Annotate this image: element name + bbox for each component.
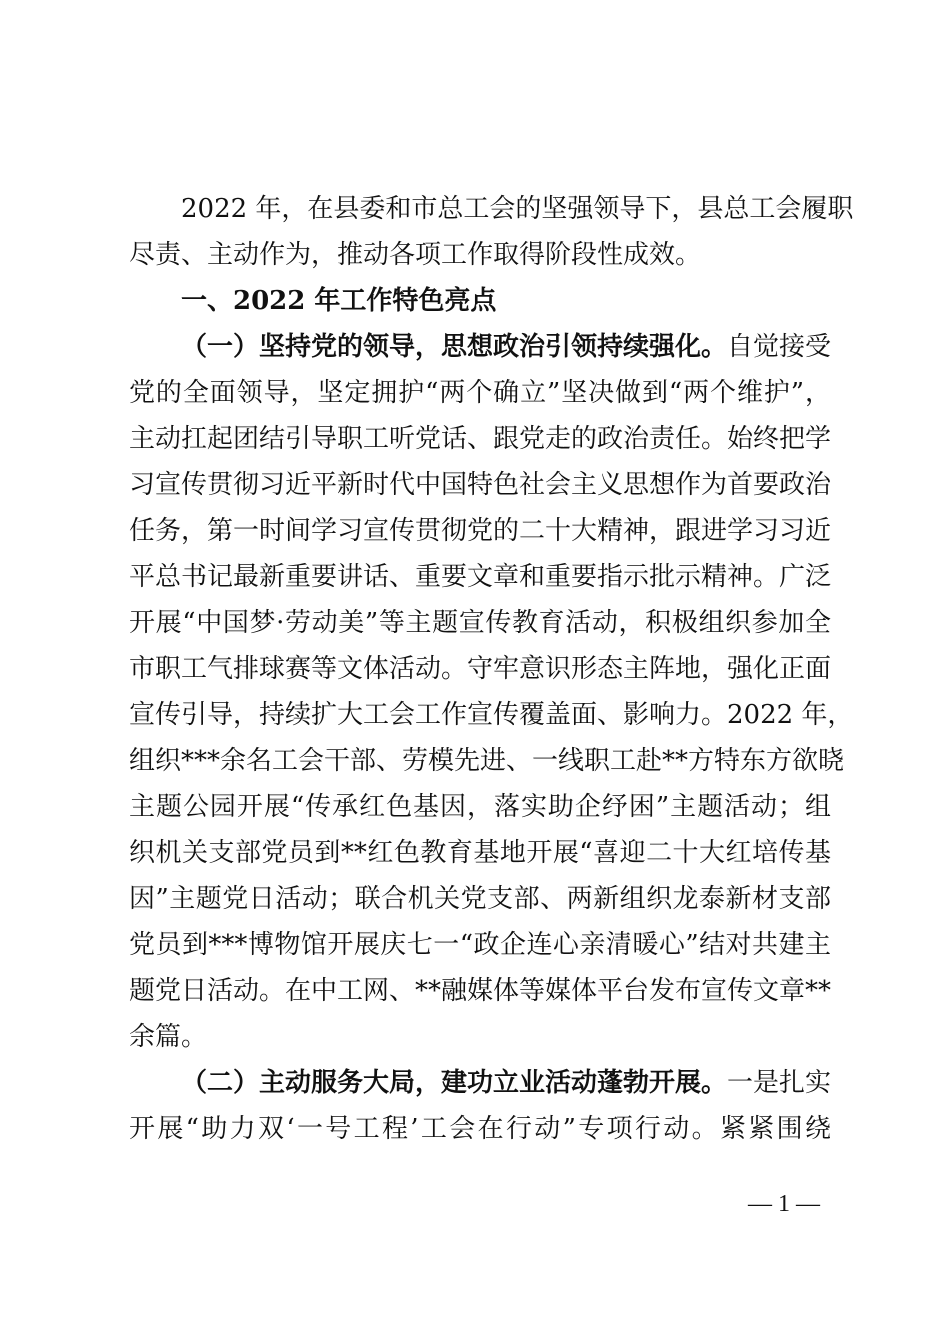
paragraph-line: 开展“助力双‘一号工程’工会在行动”专项行动。紧紧围绕: [129, 1114, 831, 1144]
paragraph-line: 市职工气排球赛等文体活动。守牢意识形态主阵地，强化正面: [129, 654, 832, 684]
paragraph-line: 织机关支部党员到**红色教育基地开展“喜迎二十大红培传基: [129, 838, 831, 868]
paragraph-line: 党员到***博物馆开展庆七一“政企连心亲清暖心”结对共建主: [129, 930, 831, 960]
paragraph-line: 余篇。: [129, 1022, 208, 1052]
section-heading: 一、2022 年工作特色亮点: [181, 286, 497, 316]
paragraph-line: 平总书记最新重要讲话、重要文章和重要指示批示精神。广泛: [129, 562, 832, 592]
paragraph-line: 习宣传贯彻习近平新时代中国特色社会主义思想作为首要政治: [129, 470, 832, 500]
subheading-line: [181, 327, 831, 367]
paragraph-line: 2022 年，在县委和市总工会的坚强领导下，县总工会履职: [181, 194, 854, 224]
paragraph-line: 宣传引导，持续扩大工会工作宣传覆盖面、影响力。2022 年，: [129, 700, 854, 730]
paragraph-text: 自觉接受: [727, 332, 832, 362]
paragraph-line: 主动扛起团结引导职工听党话、跟党走的政治责任。始终把学: [129, 424, 832, 454]
paragraph-line: 组织***余名工会干部、劳模先进、一线职工赴**方特东方欲晓: [129, 746, 845, 776]
paragraph-line: 任务，第一时间学习宣传贯彻党的二十大精神，跟进学习习近: [129, 516, 832, 546]
paragraph-line: 因”主题党日活动；联合机关党支部、两新组织龙泰新材支部: [129, 884, 831, 914]
paragraph-line: 尽责、主动作为，推动各项工作取得阶段性成效。: [129, 240, 702, 270]
paragraph-text: 一是扎实: [727, 1068, 832, 1098]
paragraph-line: 开展“中国梦·劳动美”等主题宣传教育活动，积极组织参加全: [129, 608, 831, 638]
paragraph-line: 主题公园开展“传承红色基因，落实助企纾困”主题活动；组: [129, 792, 831, 822]
subheading-title: （二）主动服务大局，建功立业活动蓬勃开展。: [181, 1068, 728, 1098]
paragraph-line: 题党日活动。在中工网、**融媒体等媒体平台发布宣传文章**: [129, 976, 832, 1006]
paragraph-line: 党的全面领导，坚定拥护“两个确立”坚决做到“两个维护”，: [129, 378, 831, 408]
page-number: — 1 —: [748, 1191, 820, 1217]
subheading-title: （一）坚持党的领导，思想政治引领持续强化。: [181, 332, 728, 362]
subheading-line: [181, 1063, 831, 1103]
